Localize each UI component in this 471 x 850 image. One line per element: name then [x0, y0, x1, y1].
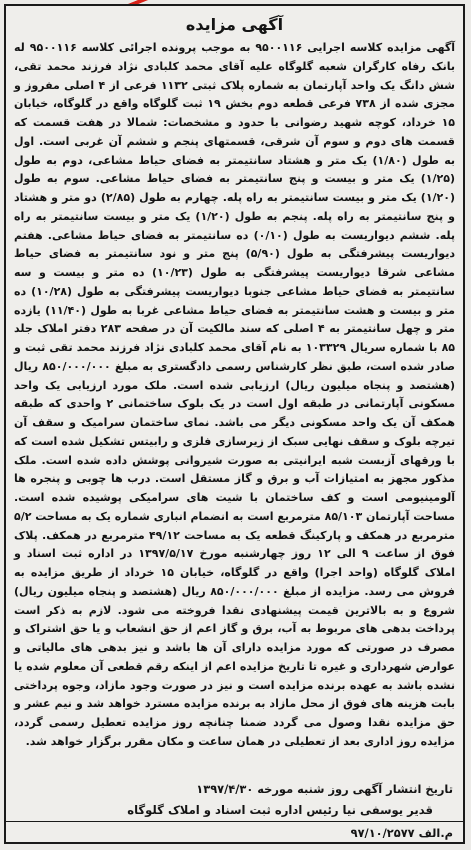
notice-frame: [4, 4, 465, 844]
notice-body-paragraph: آگهی مزایده کلاسه اجرایی ۹۵۰۰۱۱۶ به موجب پرونده اجرائی کلاسه ۹۵۰۰۱۱۶ له بانک رفاه کارگران شعبه گلوگاه علیه آقای محمد کلبادی نژاد فرزند محمد تقی، شش دانگ یک واحد آپارتمان به شماره پلاک ثبتی ۱۱۳۲ فرعی از ۴ اصلی مفروز و مجزی شده از ۷۳۸ فرعی قطعه دوم بخش ۱۹ ثبت گلوگاه واقع در گلوگاه، خیابان ۱۵ خرداد، کوچه شهید رضوانی با حدود و مشخصات: شمالا در هفت قسمت که قسمت های دوم و سوم آن شرقی، قسمتهای پنجم و ششم آن غربی است. اول به طول (۱/۸۰) یک متر و هشتاد سانتیمتر به فضای حیاط مشاعی، دوم به طول (۱/۲۵) یک متر و بیست و پنج سانتیمتر به فضای حیاط مشاعی. سوم به طول (۱/۲۰) یک متر و بیست سانتیمتر به راه پله. چهارم به طول (۲/۸۵) دو متر و هشتاد و پنج سانتیمتر به راه پله. پنجم به طول (۱/۲۰) یک متر و بیست سانتیمتر به راه پله. ششم دیواریست به طول (۰/۱۰) ده سانتیمتر به فضای حیاط مشاعی. هفتم دیواریست پیشرفتگی به طول (۵/۹۰) پنج متر و نود سانتیمتر به فضای حیاط مشاعی شرقا دیواریست پیشرفتگی به طول (۱۰/۲۳) ده متر و بیست و سه سانتیمتر به فضای حیاط مشاعی جنوبا دیواریست پیشرفتگی به طول (۱۰/۲۸) ده متر و بیست و هشت سانتیمتر به فضای حیاط مشاعی غربا به طول (۱۱/۴۰) یازده متر و چهل سانتیمتر به ۴ اصلی که سند مالکیت آن در صفحه ۲۸۳ دفتر املاک جلد ۸۵ با شماره سریال ۱۰۳۳۲۹ به نام آقای محمد کلبادی نژاد فرزند محمد تقی ثبت و صادر شده است، طبق نظر کارشناس رسمی دادگستری به مبلغ ۸۵۰/۰۰۰/۰۰۰ ریال (هشتصد و پنجاه میلیون ریال) ارزیابی شده است. ملک مورد ارزیابی یک واحد مسکونی آپارتمانی در طبقه اول است در یک بلوک ساختمانی ۲ واحدی که طبقه همکف آن یک واحد مسکونی دیگر می باشد. نمای ساختمان سرامیک و سقف آن تیرچه بلوک و سقف نهایی سبک از زیرسازی فلزی و رابیتس تشکیل شده است که با ورقهای آزبست شبه ایرانیتی به صورت شیروانی پوشش داده شده است. ملک مذکور مجهز به امتیازات آب و برق و گاز مستقل است. درب ها چوبی و پنجره ها آلومینیومی است و کف ساختمان با شیت های سرامیکی پوشیده شده است. مساحت آپارتمان ۸۵/۱۰۳ مترمربع است به انضمام انباری شماره یک به مساحت ۵/۲ مترمربع در همکف و پارکینگ قطعه یک به مساحت ۴۹/۱۲ مترمربع در همکف. پلاک فوق از ساعت ۹ الی ۱۲ روز چهارشنبه مورخ ۱۳۹۷/۵/۱۷ در اداره ثبت اسناد و املاک گلوگاه (واحد اجرا) واقع در گلوگاه، خیابان ۱۵ خرداد از طریق مزایده به فروش می رسد. مزایده از مبلغ ۸۵۰/۰۰۰/۰۰۰ ریال (هشتصد و پنجاه میلیون ریال) شروع و به بالاترین قیمت پیشنهادی نقدا فروخته می شود. لازم به ذکر است پرداخت بدهی های مربوط به آب، برق و گاز اعم از حق انشعاب و یا حق اشتراک و مصرف در صورتی که مورد مزایده دارای آن ها باشد و نیز بدهی های مالیاتی و عوارض شهرداری و غیره تا تاریخ مزایده اعم از اینکه رقم قطعی آن معلوم شده یا نشده باشد به عهده برنده مزایده است و نیز در صورت وجود مازاد، وجوه پرداختی بابت هزینه های فوق از محل مازاد به برنده مزایده مسترد خواهد شد و نیم عشر و حق مزایده نقدا وصول می گردد ضمنا چنانچه روز مزایده تعطیل رسمی گردد، مزایده روز اداری بعد از تعطیلی در همان ساعت و مکان مقرر برگزار خواهد شد.: [14, 41, 456, 748]
signature-line: قدیر یوسفی نیا رئیس اداره ثبت اسناد و املاک گلوگاه: [127, 803, 433, 817]
notice-body: [14, 39, 455, 752]
footer-divider: [6, 821, 463, 822]
publish-date: تاریخ انتشار آگهی روز شنبه مورخه ۱۳۹۷/۴/۳۰: [196, 782, 453, 796]
reference-number: م.الف ۹۷/۱۰/۲۵۷۷: [350, 826, 453, 840]
notice-title: آگهی مزایده: [185, 15, 284, 34]
